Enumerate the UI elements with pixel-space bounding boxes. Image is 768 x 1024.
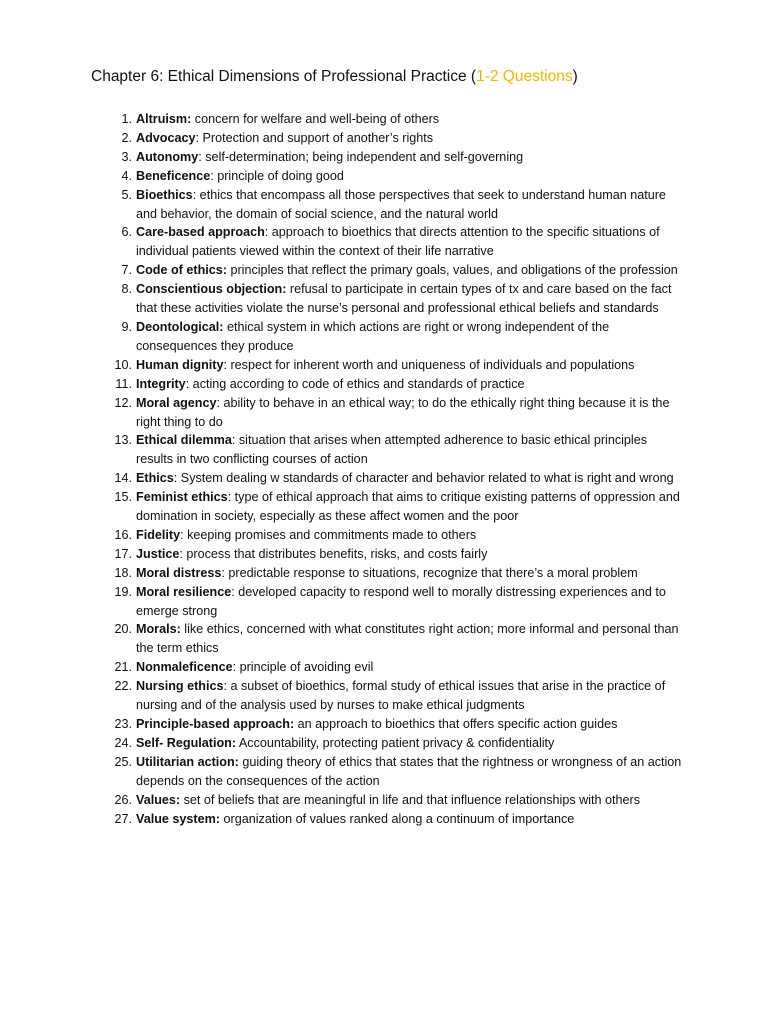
item-number: 1. <box>121 112 132 126</box>
item-text <box>136 526 682 545</box>
item-text <box>136 810 682 829</box>
item-number: 21. <box>114 660 132 675</box>
term-name: Utilitarian action: <box>136 754 239 769</box>
item-text <box>136 223 682 261</box>
item-number: 17. <box>114 546 132 561</box>
item-text <box>136 583 682 621</box>
term-definition: : self-determination; being independent and self-governing <box>198 149 524 164</box>
list-item <box>0 261 768 280</box>
item-text <box>136 677 682 715</box>
term-definition: : a subset of bioethics, formal study of ethical issues that arise in the practice of nursing and of the analysis used by nurses to make ethical judgments <box>136 679 666 713</box>
item-text <box>136 564 682 583</box>
list-item <box>0 167 768 186</box>
list-item <box>0 394 768 432</box>
item-number: 23. <box>114 717 132 731</box>
list-item <box>0 318 768 356</box>
list-item <box>0 677 768 715</box>
term-definition: : predictable response to situations, recognize that there’s a moral problem <box>221 565 638 580</box>
term-definition: like ethics, concerned with what constitutes right action; more informal and personal than the term ethics <box>136 622 679 656</box>
term-name: Bioethics <box>136 187 193 202</box>
item-text <box>136 167 682 186</box>
term-name: Fidelity <box>136 527 181 542</box>
list-item <box>0 753 768 791</box>
item-text <box>136 431 682 469</box>
item-text <box>136 110 682 129</box>
term-definition: refusal to participate in certain types of tx and care based on the fact that these activities violate the nurse’s personal and professional ethical beliefs and standards <box>136 282 672 316</box>
list-item <box>0 488 768 526</box>
list-item <box>0 734 768 753</box>
list-item <box>0 526 768 545</box>
term-definition: : process that distributes benefits, risks, and costs fairly <box>179 546 488 561</box>
term-definition: Accountability, protecting patient privacy & confidentiality <box>236 735 555 750</box>
item-text <box>136 791 682 810</box>
term-name: Human dignity <box>136 357 224 372</box>
term-name: Moral resilience <box>136 584 232 599</box>
item-number: 24. <box>114 735 132 750</box>
page-title <box>91 66 578 88</box>
term-name: Conscientious objection: <box>136 282 287 297</box>
term-definition: an approach to bioethics that offers specific action guides <box>294 717 618 731</box>
item-number: 5. <box>121 187 132 202</box>
item-text <box>136 658 682 677</box>
list-item <box>0 431 768 469</box>
list-item <box>0 148 768 167</box>
term-definition: : principle of avoiding evil <box>232 660 374 675</box>
term-name: Nonmaleficence <box>136 660 233 675</box>
term-definition: : keeping promises and commitments made to others <box>180 527 477 542</box>
list-item <box>0 791 768 810</box>
item-number: 19. <box>114 584 132 599</box>
list-item <box>0 280 768 318</box>
item-text <box>136 620 682 658</box>
glossary-list <box>0 110 768 828</box>
item-text <box>136 356 682 375</box>
item-number: 12. <box>114 395 132 410</box>
item-text <box>136 186 682 224</box>
item-text <box>136 394 682 432</box>
term-definition: organization of values ranked along a continuum of importance <box>220 811 575 826</box>
list-item <box>0 545 768 564</box>
list-item <box>0 356 768 375</box>
title-text: Chapter 6: Ethical Dimensions of Professional Practice ( <box>91 68 477 85</box>
term-name: Value system: <box>136 811 221 826</box>
list-item <box>0 583 768 621</box>
item-text <box>136 148 682 167</box>
list-item <box>0 110 768 129</box>
term-name: Deontological: <box>136 319 224 334</box>
term-definition: concern for welfare and well-being of others <box>191 112 440 126</box>
term-name: Autonomy <box>136 149 199 164</box>
list-item <box>0 375 768 394</box>
term-name: Moral agency <box>136 395 217 410</box>
item-text <box>136 734 682 753</box>
item-number: 26. <box>114 792 132 807</box>
list-item <box>0 469 768 488</box>
item-text <box>136 280 682 318</box>
term-definition: : ethics that encompass all those perspectives that seek to understand human nature and behavior, the domain of social science, and the natural world <box>136 187 666 221</box>
term-name: Ethics <box>136 471 174 486</box>
term-name: Altruism: <box>136 112 192 126</box>
item-number: 2. <box>121 130 132 145</box>
term-definition: set of beliefs that are meaningful in life and that influence relationships with others <box>180 792 641 807</box>
term-name: Code of ethics: <box>136 263 227 278</box>
list-item <box>0 223 768 261</box>
item-text <box>136 129 682 148</box>
item-text <box>136 261 682 280</box>
list-item <box>0 810 768 829</box>
term-name: Justice <box>136 546 180 561</box>
term-definition: ethical system in which actions are right or wrong independent of the consequences they produce <box>136 319 610 353</box>
term-definition: : Protection and support of another’s rights <box>195 130 434 145</box>
item-number: 3. <box>121 149 132 164</box>
term-definition: : System dealing w standards of character and behavior related to what is right and wrong <box>173 471 674 486</box>
term-definition: : type of ethical approach that aims to critique existing patterns of oppression and domination in society, especially as these affect women and the poor <box>136 490 680 524</box>
term-name: Feminist ethics <box>136 490 228 505</box>
list-item <box>0 620 768 658</box>
term-name: Advocacy <box>136 130 196 145</box>
term-definition: : ability to behave in an ethical way; to do the ethically right thing because it is the right thing to do <box>136 395 670 429</box>
item-text <box>136 753 682 791</box>
term-name: Self- Regulation: <box>136 735 237 750</box>
item-number: 10. <box>114 357 132 372</box>
item-number: 4. <box>121 168 132 183</box>
term-definition: : situation that arises when attempted adherence to basic ethical principles results in two conflicting courses of action <box>136 433 648 467</box>
list-item <box>0 129 768 148</box>
item-number: 13. <box>114 433 132 448</box>
list-item <box>0 186 768 224</box>
item-text <box>136 545 682 564</box>
title-closing-paren: ) <box>572 68 578 85</box>
term-definition: : principle of doing good <box>210 168 344 183</box>
term-definition: : developed capacity to respond well to morally distressing experiences and to emerge strong <box>136 584 666 618</box>
item-number: 7. <box>121 263 132 278</box>
item-text <box>136 375 682 394</box>
item-number: 11. <box>115 376 132 391</box>
term-definition: : approach to bioethics that directs attention to the specific situations of individual patients viewed within the context of their life narrative <box>136 225 660 259</box>
term-name: Ethical dilemma <box>136 433 232 448</box>
list-item <box>0 564 768 583</box>
item-number: 8. <box>121 282 132 297</box>
term-definition: principles that reflect the primary goals, values, and obligations of the profession <box>226 263 678 278</box>
term-name: Values: <box>136 792 181 807</box>
term-definition: : respect for inherent worth and uniqueness of individuals and populations <box>223 357 635 372</box>
item-number: 27. <box>114 811 132 826</box>
item-number: 22. <box>114 679 132 694</box>
item-number: 25. <box>114 754 132 769</box>
term-definition: : acting according to code of ethics and standards of practice <box>185 376 525 391</box>
item-number: 9. <box>121 319 132 334</box>
item-number: 18. <box>114 565 132 580</box>
item-text <box>136 488 682 526</box>
list-item <box>0 658 768 677</box>
term-name: Integrity <box>136 376 186 391</box>
item-number: 20. <box>114 622 132 637</box>
term-definition: guiding theory of ethics that states that the rightness or wrongness of an action depends on the consequences of the action <box>136 754 682 788</box>
item-number: 6. <box>121 225 132 240</box>
term-name: Nursing ethics <box>136 679 224 694</box>
term-name: Beneficence <box>136 168 211 183</box>
question-count-highlight: 1-2 Questions <box>476 68 573 85</box>
term-name: Moral distress <box>136 565 222 580</box>
term-name: Principle-based approach: <box>136 717 295 731</box>
item-text <box>136 469 682 488</box>
item-number: 16. <box>114 527 132 542</box>
item-text <box>136 318 682 356</box>
list-item <box>0 715 768 734</box>
item-number: 14. <box>114 471 132 486</box>
term-name: Care-based approach <box>136 225 265 240</box>
item-number: 15. <box>114 490 132 505</box>
term-name: Morals: <box>136 622 181 637</box>
item-text <box>136 715 682 734</box>
